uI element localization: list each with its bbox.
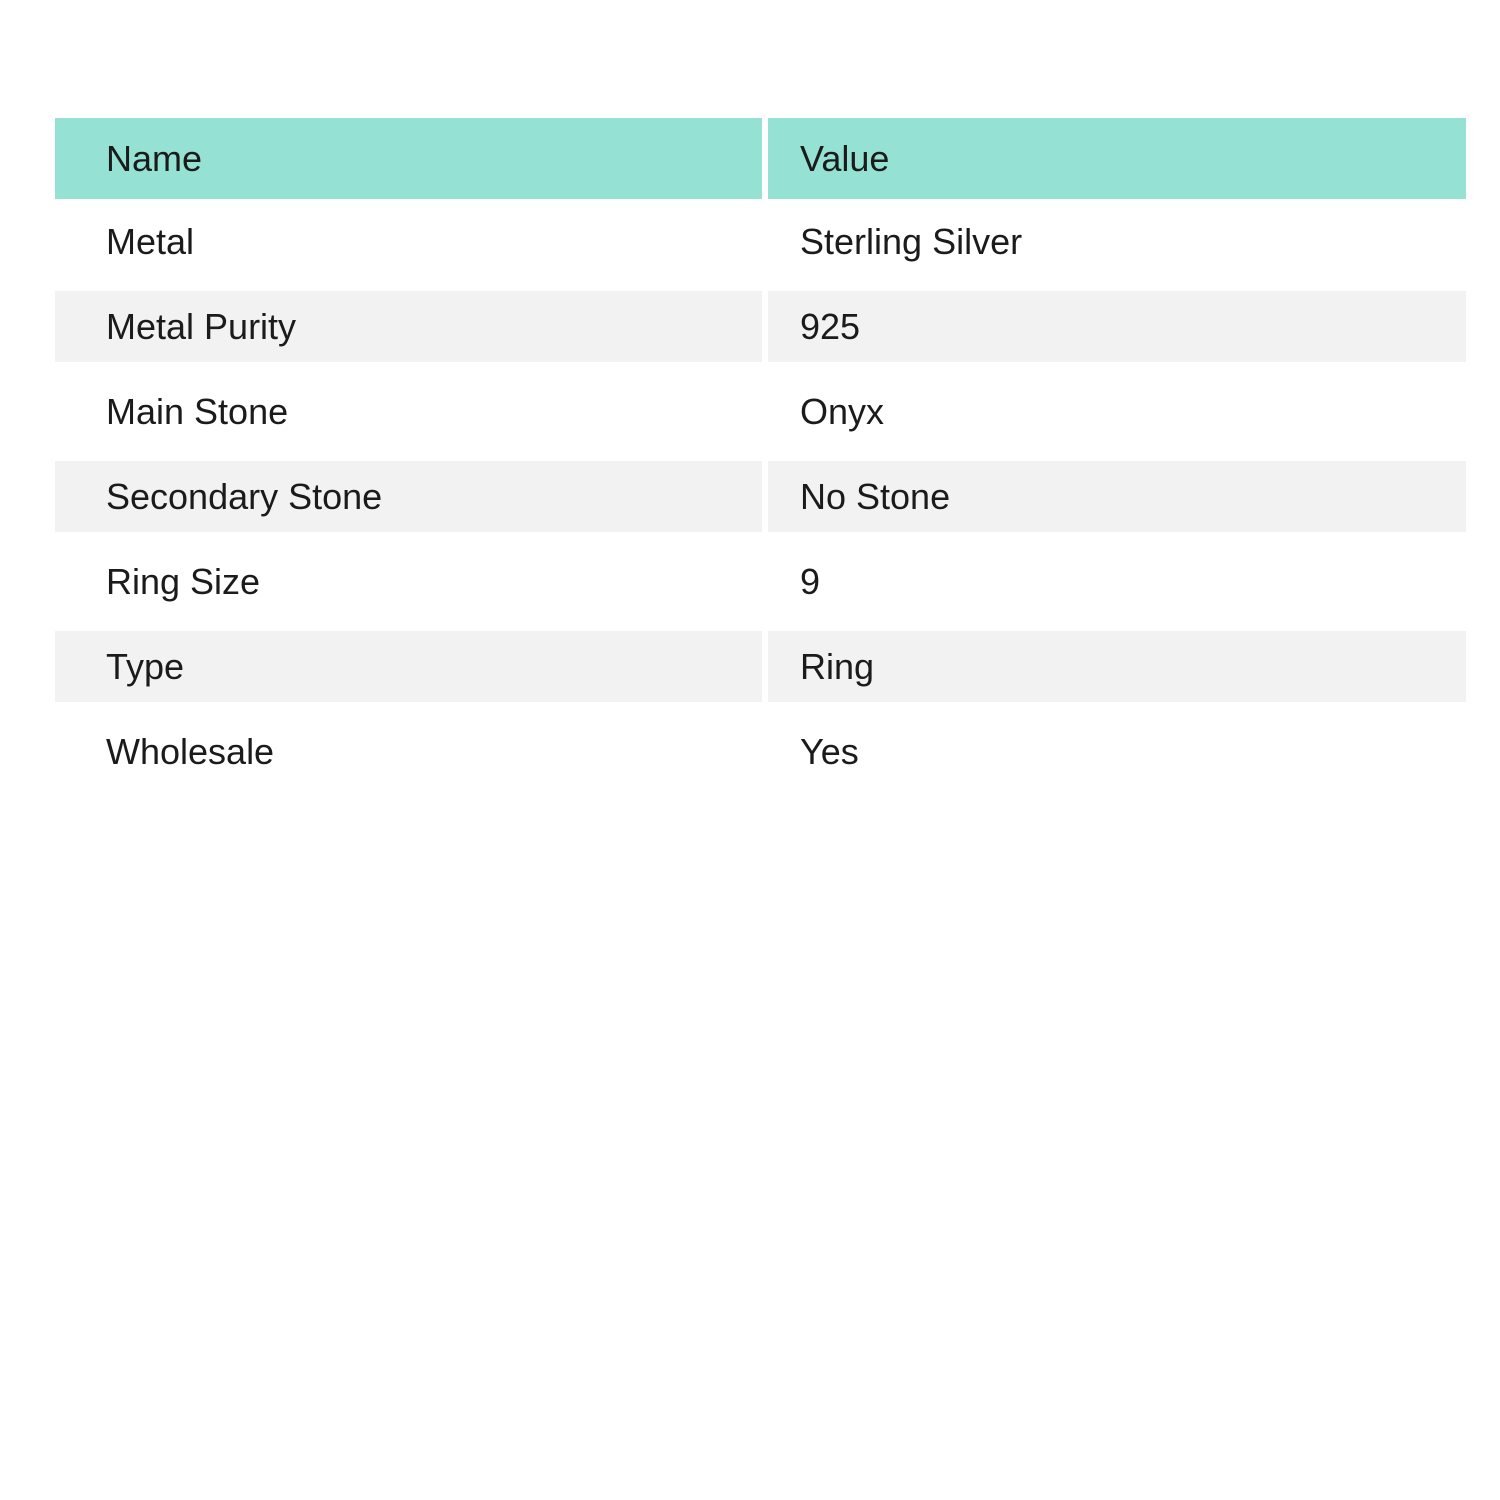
row-value: Ring (800, 645, 875, 687)
row-name-cell (55, 624, 762, 709)
table-row (55, 624, 1466, 709)
row-name-cell (55, 539, 762, 624)
header-label-value: Value (800, 137, 890, 179)
row-value-cell (768, 709, 1466, 794)
product-spec-table (55, 118, 1466, 794)
row-name-cell (55, 709, 762, 794)
row-value-cell (768, 369, 1466, 454)
row-value-cell (768, 284, 1466, 369)
row-name-cell (55, 199, 762, 284)
row-value-cell (768, 624, 1466, 709)
row-value: No Stone (800, 475, 951, 517)
row-name-cell (55, 454, 762, 539)
table-row (55, 709, 1466, 794)
table-row (55, 539, 1466, 624)
table-row (55, 369, 1466, 454)
row-label: Main Stone (106, 390, 289, 432)
row-label: Metal (106, 220, 195, 262)
header-label-name: Name (106, 137, 203, 179)
row-value: 925 (800, 305, 861, 347)
row-value-cell (768, 539, 1466, 624)
header-cell-name (55, 118, 762, 199)
row-name-cell (55, 369, 762, 454)
row-name-cell (55, 284, 762, 369)
header-cell-value (768, 118, 1466, 199)
row-label: Type (106, 645, 185, 687)
row-value: 9 (800, 560, 821, 602)
table-row (55, 454, 1466, 539)
table-header-row (55, 118, 1466, 199)
row-label: Wholesale (106, 730, 275, 772)
row-value: Onyx (800, 390, 885, 432)
row-label: Ring Size (106, 560, 261, 602)
row-value-cell (768, 454, 1466, 539)
row-value: Yes (800, 730, 859, 772)
row-label: Metal Purity (106, 305, 297, 347)
table-row (55, 284, 1466, 369)
row-value-cell (768, 199, 1466, 284)
table-row (55, 199, 1466, 284)
row-value: Sterling Silver (800, 220, 1023, 262)
row-label: Secondary Stone (106, 475, 383, 517)
